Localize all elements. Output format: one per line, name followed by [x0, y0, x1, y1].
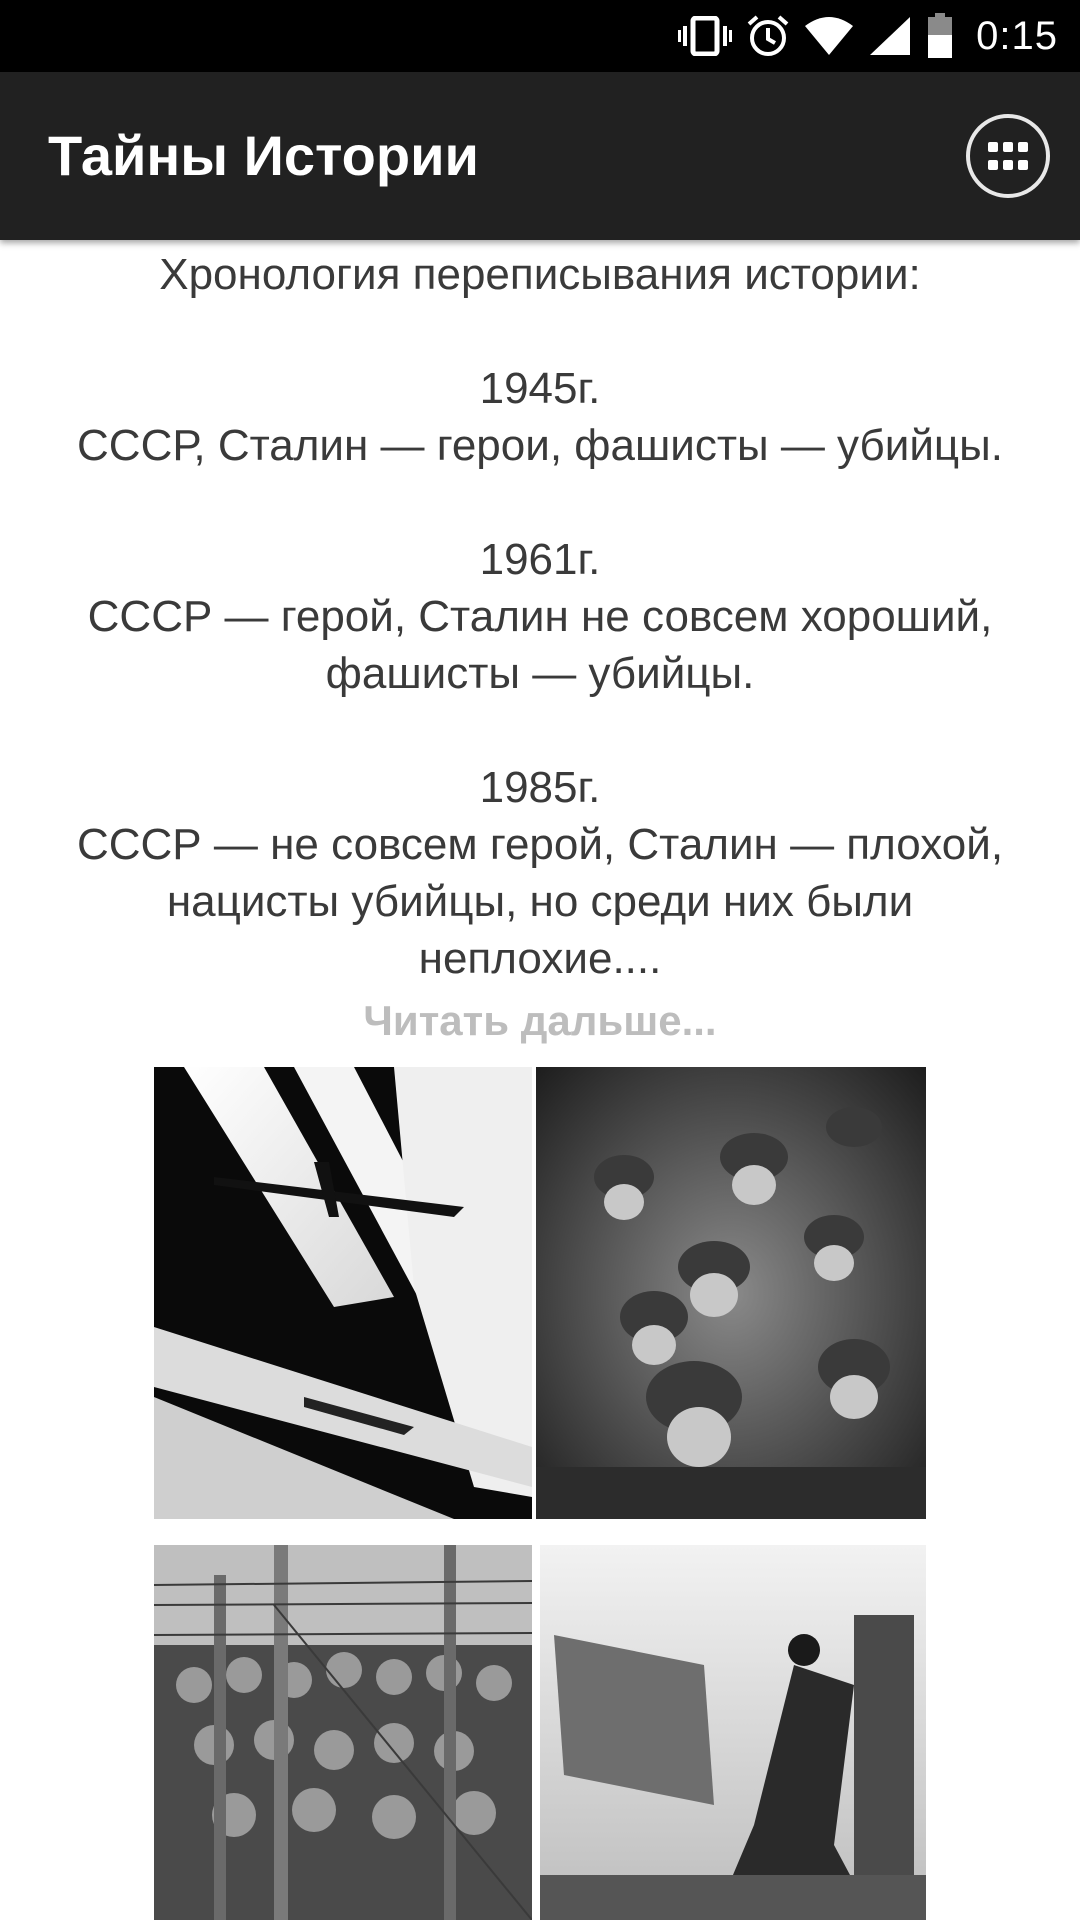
status-time: 0:15 [976, 13, 1058, 58]
app-title: Тайны Истории [48, 124, 479, 187]
apps-grid-icon [986, 140, 1030, 172]
status-bar [0, 0, 1080, 72]
timeline-entry [0, 759, 1080, 987]
photo-collage-bottom[interactable] [154, 1545, 926, 1920]
read-more-link[interactable]: Читать дальше... [363, 997, 717, 1044]
status-icons [664, 0, 1058, 72]
entry-year: 1961г. [479, 535, 601, 584]
entry-year: 1945г. [479, 364, 601, 413]
timeline-entry [0, 360, 1080, 474]
alarm-icon [746, 14, 790, 58]
wifi-icon [804, 16, 854, 56]
entry-text: СССР — герой, Сталин не совсем хороший, фашисты — убийцы. [87, 592, 993, 698]
photo-collage-top[interactable] [154, 1067, 926, 1519]
article-intro: Хронология переписывания истории: [159, 250, 921, 299]
timeline-entry [0, 531, 1080, 702]
app-bar [0, 72, 1080, 240]
entry-text: СССР — не совсем герой, Сталин — плохой, нацисты убийцы, но среди них были неплохие.... [76, 820, 1004, 983]
vibrate-icon [678, 16, 732, 56]
battery-icon [926, 13, 954, 59]
apps-menu-button[interactable] [966, 114, 1050, 198]
entry-text: СССР, Сталин — герои, фашисты — убийцы. [77, 421, 1003, 470]
article [0, 240, 1080, 1049]
entry-year: 1985г. [479, 763, 601, 812]
signal-icon [868, 16, 912, 56]
